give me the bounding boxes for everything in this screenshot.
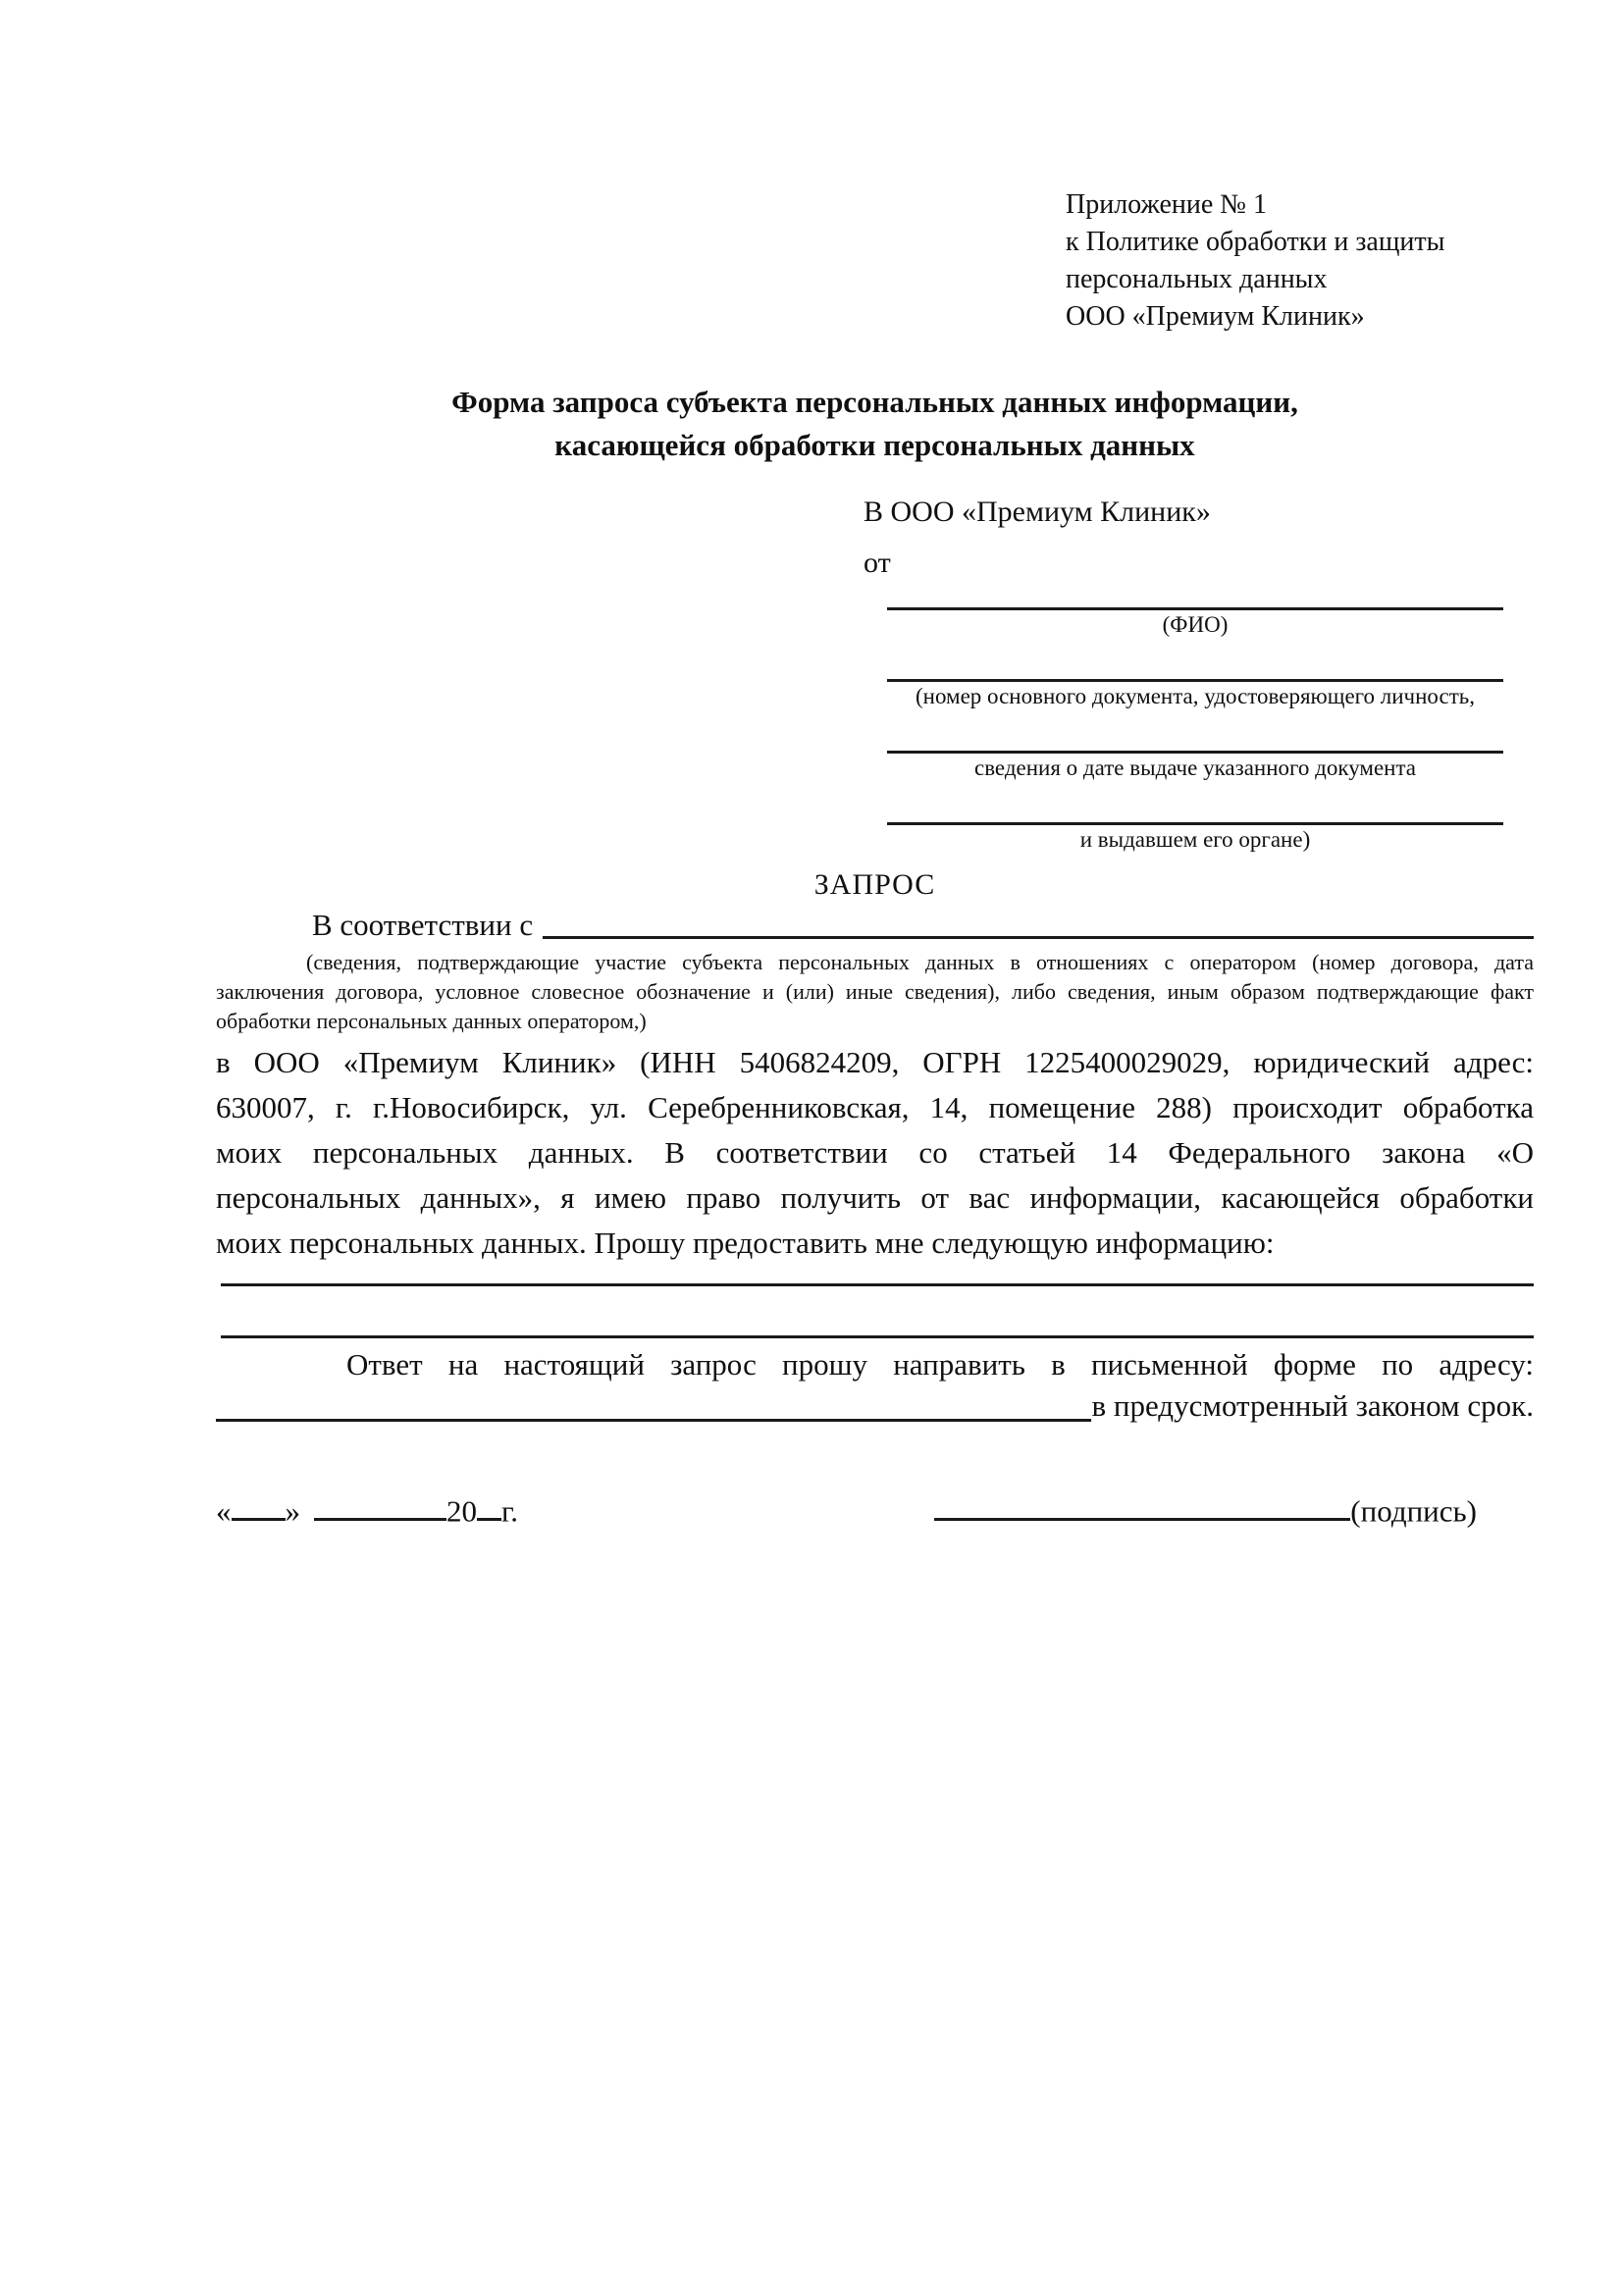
signature-caption: (подпись) <box>1350 1493 1477 1529</box>
document-title <box>216 381 1534 467</box>
fill-in-line <box>216 1385 1091 1422</box>
fill-in-line <box>887 640 1503 682</box>
explanatory-note-line: (сведения, подтверждающие участие субъекта персональных данных в отношениях с оператором (номер договора, дата <box>306 950 1534 974</box>
appendix-header <box>1066 186 1534 336</box>
form-field <box>887 711 1503 783</box>
document-title-line: касающейся обработки персональных данных <box>554 428 1195 462</box>
request-body-line: моих персональных данных. В соответствии со статьей 14 Федерального закона «О <box>216 1135 1534 1170</box>
form-field <box>887 783 1503 855</box>
addressee-from-label: от <box>864 547 891 579</box>
fill-in-line <box>477 1489 501 1521</box>
field-caption: (номер основного документа, удостоверяющего личность, <box>915 684 1475 708</box>
fill-in-line <box>887 711 1503 754</box>
addressee-block <box>864 495 1503 855</box>
request-body <box>216 1040 1534 1266</box>
date-close-quote: » <box>285 1493 300 1529</box>
addressee-organization: В ООО «Премиум Клиник» <box>864 496 1211 528</box>
appendix-header-line: ООО «Премиум Клиник» <box>1066 301 1365 332</box>
field-caption: сведения о дате выдаче указанного документа <box>973 756 1417 780</box>
explanatory-note-line: заключения договора, условное словесное обозначение и (или) иные сведения), либо сведения, иным образом подтверждающие факт <box>216 979 1534 1004</box>
fill-in-line <box>543 907 1534 939</box>
request-body-line: 630007, г. г.Новосибирск, ул. Серебренниковская, 14, помещение 288) происходит обработка <box>216 1090 1534 1124</box>
form-field <box>887 640 1503 711</box>
accordance-label: В соответствии с <box>312 908 534 942</box>
date-field <box>216 1489 518 1532</box>
answer-suffix: в предусмотренный законом срок. <box>1091 1388 1534 1423</box>
fill-in-line <box>221 1335 1534 1338</box>
appendix-header-line: Приложение № 1 <box>1066 189 1267 220</box>
addressee-fields <box>864 581 1503 855</box>
request-body-line: в ООО «Премиум Клиник» (ИНН 5406824209, ОГРН 1225400029029, юридический адрес: <box>216 1045 1534 1079</box>
fill-in-line <box>221 1283 1534 1286</box>
date-open-quote: « <box>216 1493 232 1529</box>
document-title-line: Форма запроса субъекта персональных данных информации, <box>451 385 1298 419</box>
request-body-line: моих персональных данных. Прошу предоставить мне следующую информацию: <box>216 1226 1275 1260</box>
explanatory-note <box>216 948 1534 1036</box>
appendix-header-line: персональных данных <box>1066 264 1328 294</box>
fill-in-line <box>887 581 1503 610</box>
field-caption: (ФИО) <box>1162 612 1229 637</box>
field-caption: и выдавшем его органе) <box>1079 827 1311 852</box>
request-body-line: персональных данных», я имею право получить от вас информации, касающейся обработки <box>216 1180 1534 1215</box>
year-prefix: 20 <box>446 1493 477 1529</box>
fill-in-line <box>934 1489 1350 1521</box>
form-field <box>887 581 1503 640</box>
fill-in-line <box>887 783 1503 825</box>
appendix-header-line: к Политике обработки и защиты <box>1066 227 1445 257</box>
explanatory-note-line: обработки персональных данных оператором,) <box>216 1009 647 1033</box>
signature-field <box>934 1489 1477 1532</box>
year-suffix: г. <box>501 1493 518 1529</box>
request-heading: ЗАПРОС <box>813 868 936 901</box>
signature-row <box>216 1489 1534 1532</box>
fill-in-line <box>314 1489 446 1521</box>
answer-instruction-line: Ответ на настоящий запрос прошу направить в письменной форме по адресу: <box>346 1347 1534 1382</box>
fill-in-line <box>232 1489 286 1521</box>
accordance-row <box>216 907 1534 944</box>
answer-address-row <box>216 1385 1534 1427</box>
